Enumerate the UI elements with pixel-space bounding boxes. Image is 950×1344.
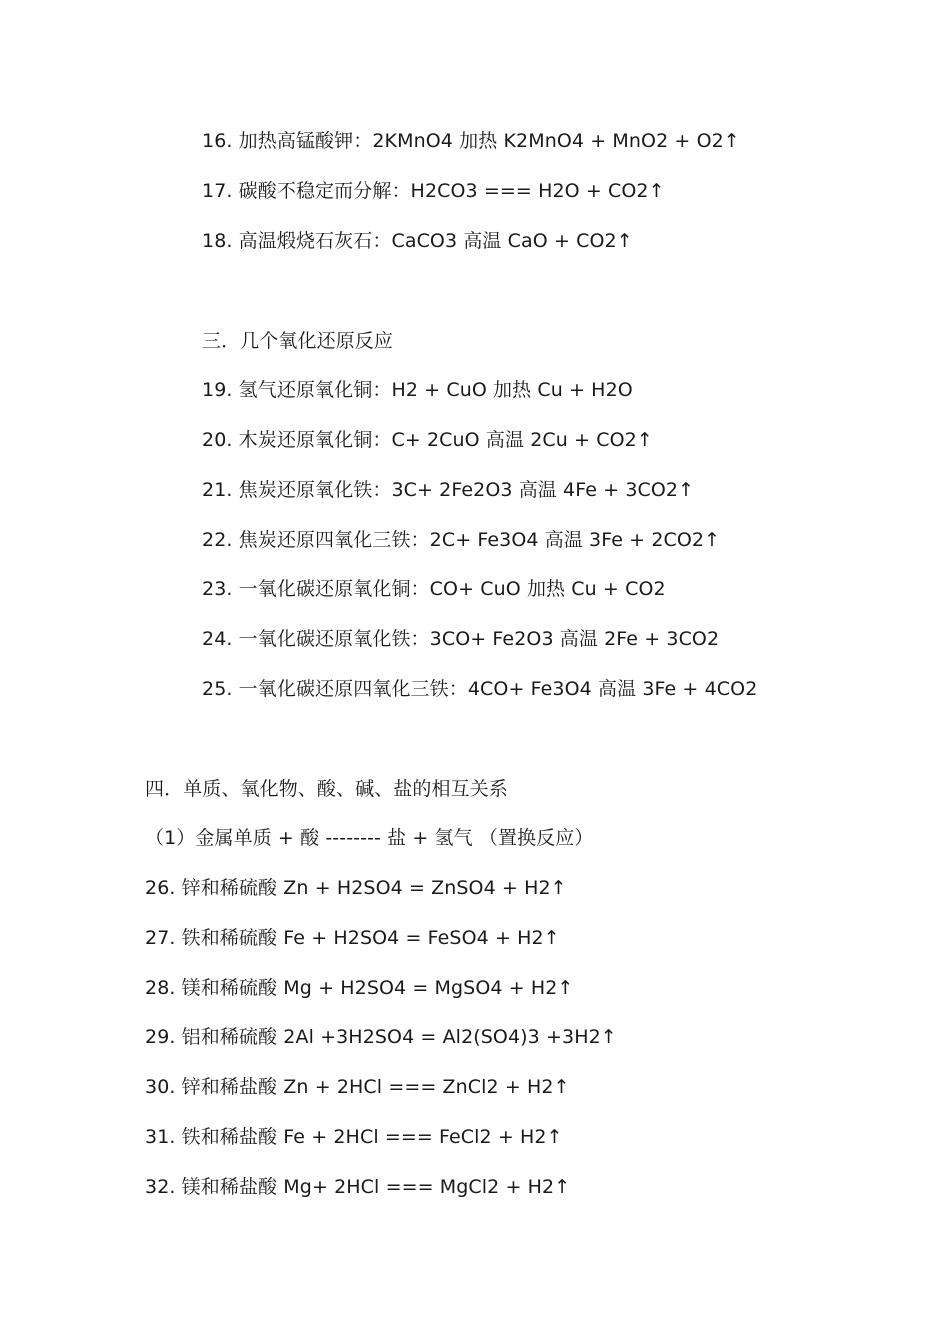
equation-line-23: 23. 一氧化碳还原氧化铜：CO+ CuO 加热 Cu + CO2 — [202, 578, 666, 600]
equation-line-24: 24. 一氧化碳还原氧化铁：3CO+ Fe2O3 高温 2Fe + 3CO2 — [202, 628, 720, 650]
equation-line-28: 28. 镁和稀硫酸 Mg + H2SO4 = MgSO4 + H2↑ — [145, 977, 574, 999]
equation-line-31: 31. 铁和稀盐酸 Fe + 2HCl === FeCl2 + H2↑ — [145, 1126, 563, 1148]
equation-line-27: 27. 铁和稀硫酸 Fe + H2SO4 = FeSO4 + H2↑ — [145, 927, 560, 949]
equation-line-16: 16. 加热高锰酸钾：2KMnO4 加热 K2MnO4 + MnO2 + O2↑ — [202, 130, 740, 152]
subsection-heading-1: （1）金属单质 + 酸 -------- 盐 + 氢气 （置换反应） — [145, 827, 594, 849]
equation-line-22: 22. 焦炭还原四氧化三铁：2C+ Fe3O4 高温 3Fe + 2CO2↑ — [202, 529, 721, 551]
equation-line-19: 19. 氢气还原氧化铜：H2 + CuO 加热 Cu + H2O — [202, 379, 633, 401]
equation-line-25: 25. 一氧化碳还原四氧化三铁：4CO+ Fe3O4 高温 3Fe + 4CO2 — [202, 678, 758, 700]
equation-line-21: 21. 焦炭还原氧化铁：3C+ 2Fe2O3 高温 4Fe + 3CO2↑ — [202, 479, 695, 501]
equation-line-20: 20. 木炭还原氧化铜：C+ 2CuO 高温 2Cu + CO2↑ — [202, 429, 653, 451]
equation-line-29: 29. 铝和稀硫酸 2Al +3H2SO4 = Al2(SO4)3 +3H2↑ — [145, 1026, 617, 1048]
equation-line-17: 17. 碳酸不稳定而分解：H2CO3 === H2O + CO2↑ — [202, 180, 665, 202]
section-heading-4: 四．单质、氧化物、酸、碱、盐的相互关系 — [145, 778, 508, 800]
equation-line-26: 26. 锌和稀硫酸 Zn + H2SO4 = ZnSO4 + H2↑ — [145, 877, 567, 899]
section-heading-3: 三．几个氧化还原反应 — [202, 330, 394, 352]
equation-line-18: 18. 高温煅烧石灰石：CaCO3 高温 CaO + CO2↑ — [202, 230, 633, 252]
equation-line-30: 30. 锌和稀盐酸 Zn + 2HCl === ZnCl2 + H2↑ — [145, 1076, 570, 1098]
equation-line-32: 32. 镁和稀盐酸 Mg+ 2HCl === MgCl2 + H2↑ — [145, 1176, 571, 1198]
